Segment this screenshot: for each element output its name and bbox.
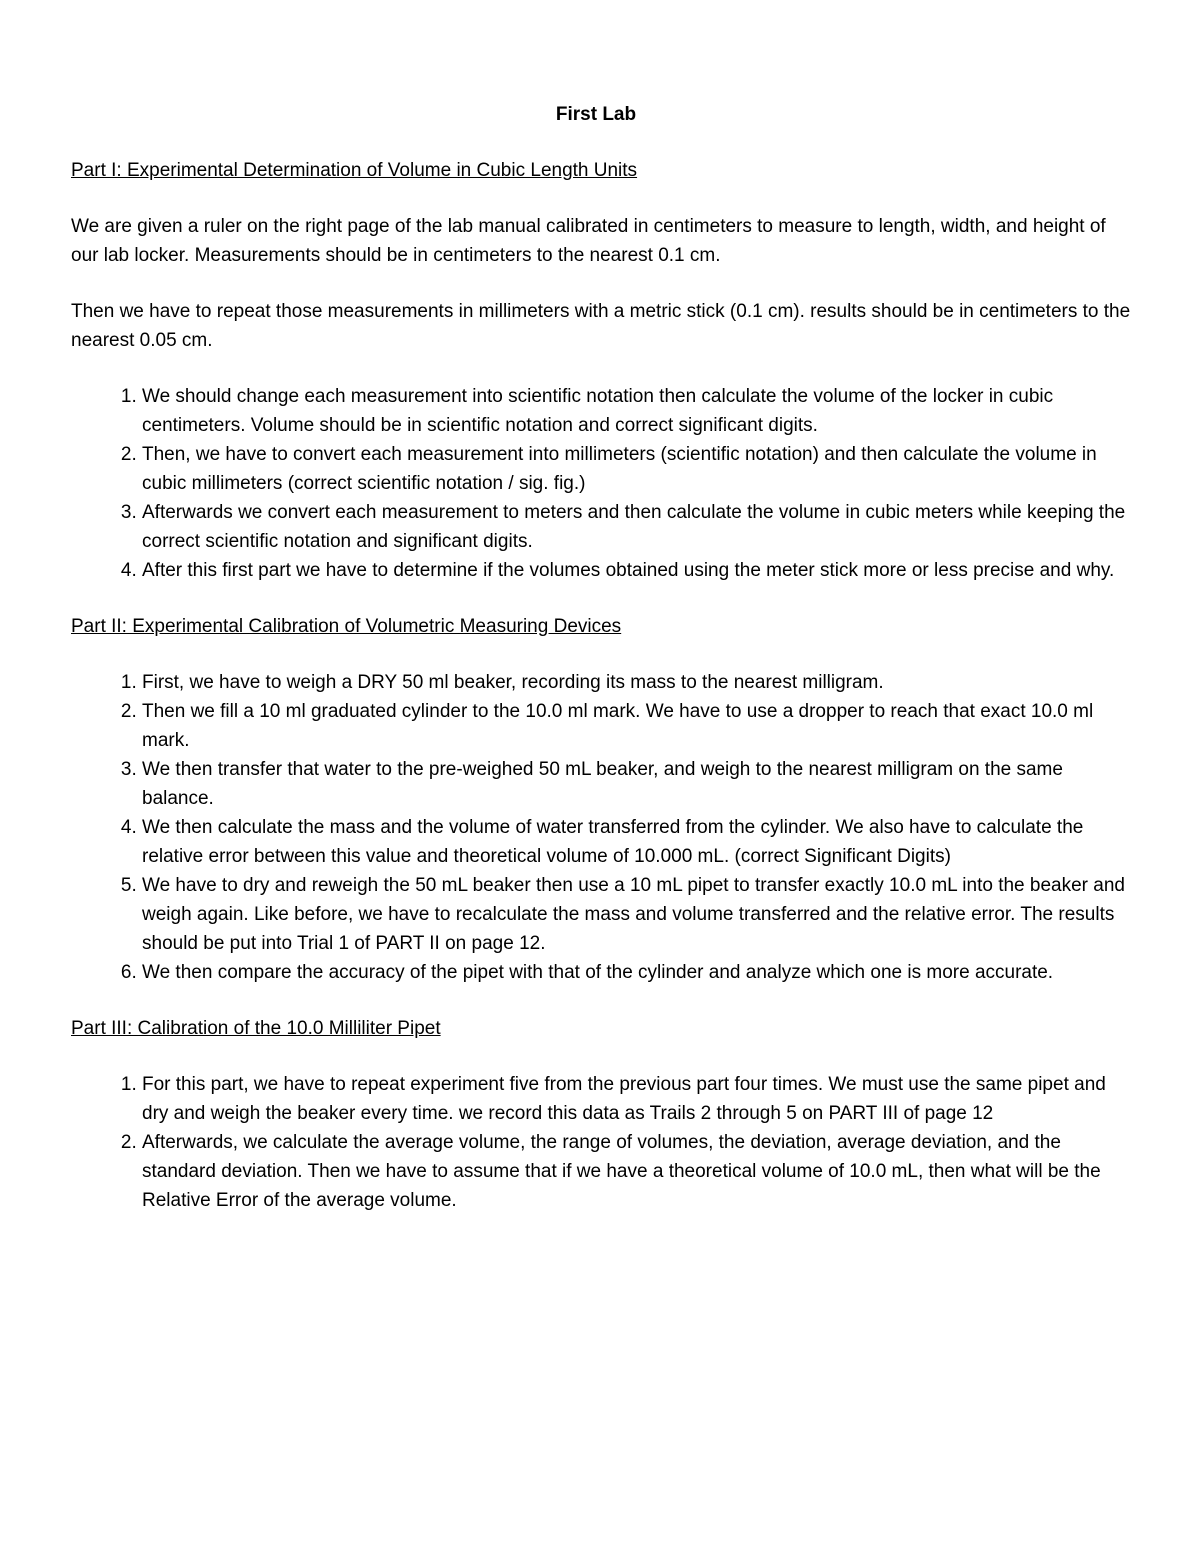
list-item: 3. We then transfer that water to the pre-weighed 50 mL beaker, and weigh to the nearest milligram on the same balance. — [142, 755, 1131, 813]
part1-heading: Part I: Experimental Determination of Volume in Cubic Length Units — [71, 160, 638, 181]
document-body — [71, 100, 1131, 1242]
document-title: First Lab — [555, 104, 637, 125]
list-item: 2. Then, we have to convert each measurement into millimeters (scientific notation) and then calculate the volume in cubic millimeters (correct scientific notation / sig. fig.) — [142, 440, 1131, 498]
list-item: 5. We have to dry and reweigh the 50 mL beaker then use a 10 mL pipet to transfer exactly 10.0 mL into the beaker and weigh again. Like before, we have to recalculate the mass and volume transferred and the relative error. The results should be put into Trial 1 of PART II on page 12. — [142, 871, 1131, 958]
list-item: 1. We should change each measurement into scientific notation then calculate the volume of the locker in cubic centimeters. Volume should be in scientific notation and correct significant digits. — [142, 382, 1131, 440]
list-item: 4. We then calculate the mass and the volume of water transferred from the cylinder. We also have to calculate the relative error between this value and theoretical volume of 10.000 mL. (correct Significant Digits) — [142, 813, 1131, 871]
part1-paragraph-2: Then we have to repeat those measurements in millimeters with a metric stick (0.1 cm). results should be in centimeters to the nearest 0.05 cm. — [71, 301, 1131, 351]
part2-steps-list — [71, 668, 1131, 987]
part1-paragraph-1: We are given a ruler on the right page of the lab manual calibrated in centimeters to measure to length, width, and height of our lab locker. Measurements should be in centimeters to the nearest 0.1 cm. — [71, 216, 1106, 266]
part3-heading: Part III: Calibration of the 10.0 Milliliter Pipet — [71, 1018, 441, 1039]
list-item: 4. After this first part we have to determine if the volumes obtained using the meter stick more or less precise and why. — [142, 556, 1131, 585]
list-item: 1. For this part, we have to repeat experiment five from the previous part four times. We must use the same pipet and dry and weigh the beaker every time. we record this data as Trails 2 through 5 on PART III of page 12 — [142, 1070, 1131, 1128]
list-item: 2. Afterwards, we calculate the average volume, the range of volumes, the deviation, average deviation, and the standard deviation. Then we have to assume that if we have a theoretical volume of 10.0 mL, then what will be the Relative Error of the average volume. — [142, 1128, 1131, 1215]
list-item: 1. First, we have to weigh a DRY 50 ml beaker, recording its mass to the nearest milligram. — [142, 668, 1131, 697]
part1-steps-list — [71, 382, 1131, 585]
list-item: 2. Then we fill a 10 ml graduated cylinder to the 10.0 ml mark. We have to use a dropper to reach that exact 10.0 ml mark. — [142, 697, 1131, 755]
part2-heading: Part II: Experimental Calibration of Volumetric Measuring Devices — [71, 616, 622, 637]
part3-steps-list — [71, 1070, 1131, 1215]
list-item: 6. We then compare the accuracy of the pipet with that of the cylinder and analyze which one is more accurate. — [142, 958, 1131, 987]
list-item: 3. Afterwards we convert each measurement to meters and then calculate the volume in cubic meters while keeping the correct scientific notation and significant digits. — [142, 498, 1131, 556]
